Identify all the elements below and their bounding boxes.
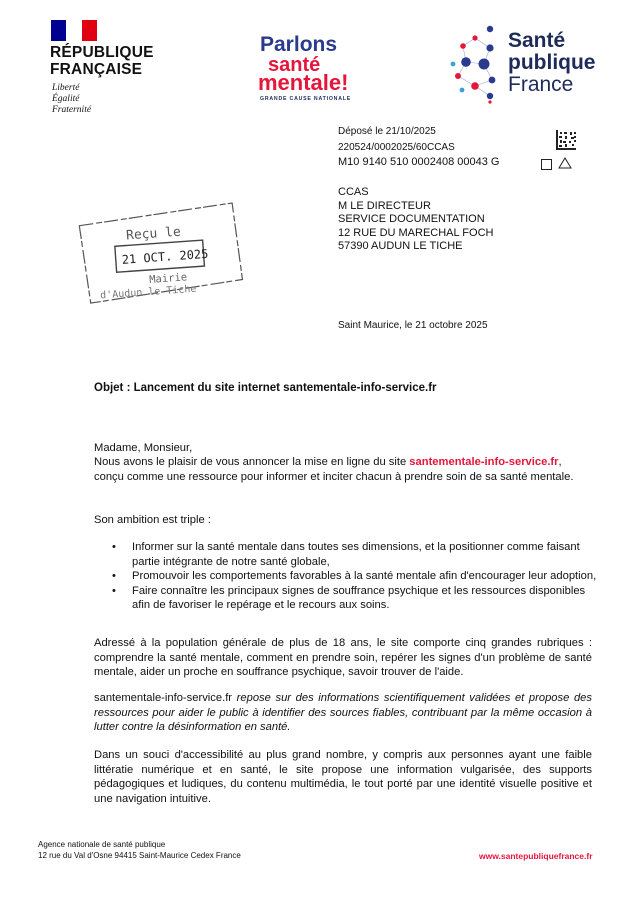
received-stamp [75,190,250,305]
address-line: CCAS [338,186,369,198]
footer-website-link[interactable]: www.santepubliquefrance.fr [479,851,593,861]
address-line: 57390 AUDUN LE TICHE [338,240,463,252]
deposit-reference: 220524/0002025/60CCAS [338,141,455,153]
deposit-date: Déposé le 21/10/2025 [338,126,436,137]
bullet-icon: • [112,584,116,597]
svg-text:santé: santé [268,54,321,76]
letter-paragraph-rubriques: Adressé à la population générale de plus de 18 ans, le site comporte cinq grandes rubriques : comprendre la santé mentale, comment en prendre soin, repérer les signes d'un problème de santé mentale, aider un proche en souffrance psychique, savoir trouver de l'aide. [94,637,592,679]
letter-subject: Objet : Lancement du site internet santementale-info-service.fr [94,382,437,394]
svg-text:d'Audun le Tiche: d'Audun le Tiche [99,283,197,302]
paragraph-text: Nous avons le plaisir de vous annoncer la mise en ligne du site [94,456,410,468]
website-link[interactable]: santementale-info-service.fr [409,456,559,468]
sante-publique-france-wordmark: Santé publique France [508,29,596,96]
republique-francaise-title: RÉPUBLIQUE FRANÇAISE [50,44,154,78]
letter-paragraph-sources [94,691,592,735]
address-line: 12 RUE DU MARECHAL FOCH [338,226,494,239]
deposit-block [338,124,499,171]
bullet-icon: • [112,541,116,553]
svg-text:Reçu le: Reçu le [125,224,182,244]
datamatrix-code-icon [556,130,576,150]
letter-place-date: Saint Maurice, le 21 octobre 2025 [338,320,488,331]
svg-text:Parlons: Parlons [260,33,338,56]
paragraph-text: , conçu comme une ressource pour informer et inciter chacun à prendre soin de sa santé mentale. [94,456,574,483]
deposit-tracking-number: M10 9140 510 0002408 00043 G [338,156,500,168]
sante-publique-france-dots-icon [450,24,500,104]
bullet-icon: • [112,570,116,583]
ambition-list [112,540,602,613]
republique-francaise-motto: Liberté Égalité Fraternité [52,83,92,115]
svg-text:GRANDE CAUSE NATIONALE: GRANDE CAUSE NATIONALE [260,96,351,102]
letter-paragraph-accessibility: Dans un souci d'accessibilité au plus grand nombre, y compris aux personnes ayant une faible littératie numérique et en santé, le site propose une information vulgarisée, des supports pédagogiques et ludiques, du contenu multimédia, le tout porté par une identité visuelle positive et une navigation intuitive. [94,749,592,805]
address-line: M LE DIRECTEUR [338,199,431,212]
svg-text:Mairie: Mairie [148,271,188,286]
recipient-address [338,186,493,254]
triangle-icon [558,157,572,169]
svg-text:mentale!: mentale! [258,70,349,95]
footer-agency-address: 12 rue du Val d'Osne 94415 Saint-Maurice Cedex France [38,850,241,860]
footer-agency-name: Agence nationale de santé publique [38,840,166,849]
letter-salutation: Madame, Monsieur, [94,442,193,454]
list-item: • Promouvoir les comportements favorables à la santé mentale afin d'encourager leur adoption, [112,570,597,583]
list-item: • Faire connaître les principaux signes de souffrance psychique et les ressources disponibles afin de favoriser le repérage et le recours aux soins. [112,584,586,612]
checkbox-square-icon [541,159,552,170]
list-item: • Informer sur la santé mentale dans toutes ses dimensions, et la positionner comme faisant partie intégrante de notre santé globale, [112,541,580,568]
letter-paragraph-ambition: Son ambition est triple : [94,514,211,526]
paragraph-text: repose sur des informations scientifiquement validées et propose des ressources pour aider le public à identifier des sources fiables, contribuant par la même occasion à lutter contre la désinformation en santé. [94,692,592,734]
site-name: santementale-info-service.fr [94,692,233,704]
svg-text:21 OCT. 2025: 21 OCT. 2025 [121,246,209,267]
parlons-sante-mentale-logo [258,31,383,103]
republique-francaise-flag [51,20,97,41]
letter-paragraph-intro [94,455,592,484]
address-line: SERVICE DOCUMENTATION [338,213,485,225]
footer-agency [38,840,241,861]
